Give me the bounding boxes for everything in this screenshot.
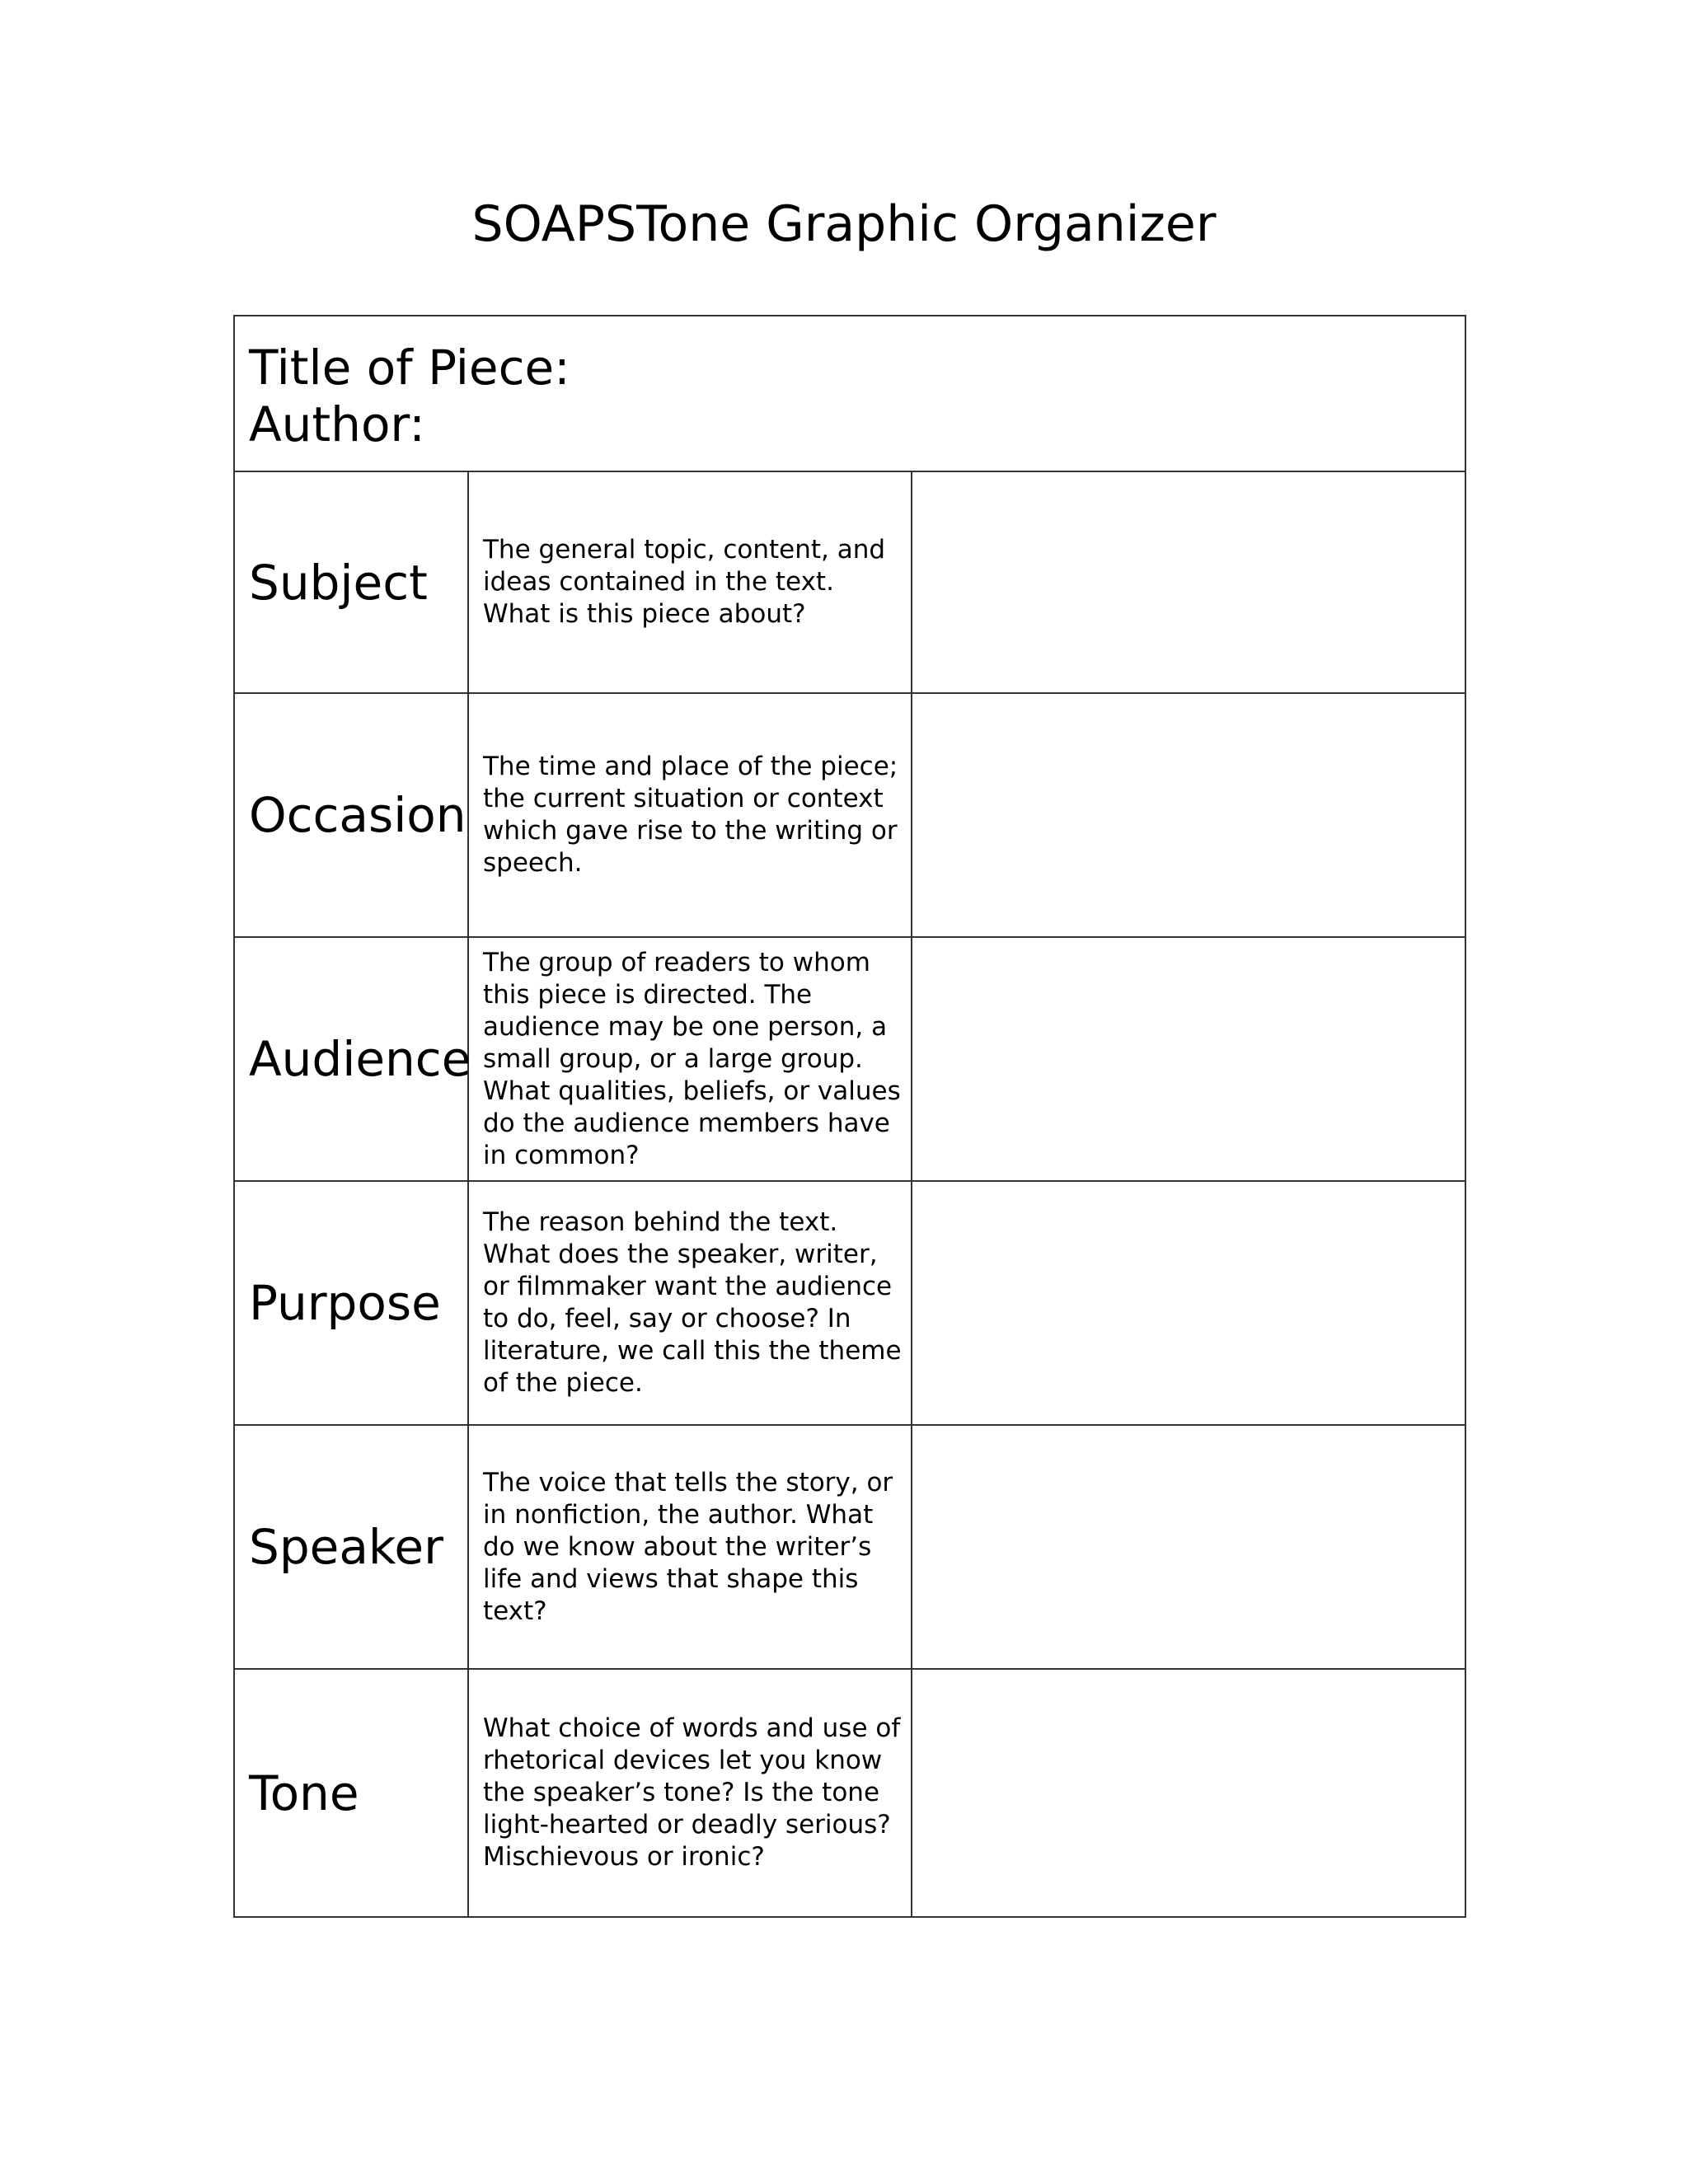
description-cell <box>469 694 912 936</box>
author-label: Author: <box>249 396 425 452</box>
row-description: What choice of words and use of rhetorical devices let you know the speaker’s tone? Is the tone light-hearted or deadly serious? Mischievous or ironic? <box>483 1713 901 1872</box>
label-cell <box>235 1670 469 1916</box>
row-label: Tone <box>249 1765 359 1821</box>
label-cell <box>235 472 469 692</box>
answer-cell-speaker[interactable] <box>912 1426 1465 1668</box>
row-label: Purpose <box>249 1275 441 1331</box>
row-description: The time and place of the piece; the current situation or context which gave rise to the writing or speech. <box>483 752 898 878</box>
title-of-piece-label: Title of Piece: <box>249 340 570 396</box>
answer-cell-audience[interactable] <box>912 938 1465 1180</box>
row-description: The group of readers to whom this piece is directed. The audience may be one person, a small group, or a large group. What qualities, beliefs, or values do the audience members have in common? <box>483 947 901 1170</box>
row-label: Subject <box>249 554 428 611</box>
row-purpose <box>235 1182 1465 1426</box>
answer-cell-tone[interactable] <box>912 1670 1465 1916</box>
row-tone <box>235 1670 1465 1916</box>
answer-cell-subject[interactable] <box>912 472 1465 692</box>
row-occasion <box>235 694 1465 938</box>
answer-cell-occasion[interactable] <box>912 694 1465 936</box>
label-cell <box>235 1426 469 1668</box>
row-subject <box>235 472 1465 694</box>
row-speaker <box>235 1426 1465 1670</box>
soapstone-table <box>233 315 1466 1918</box>
description-cell <box>469 1182 912 1424</box>
row-label: Occasion <box>249 787 467 843</box>
row-description: The general topic, content, and ideas contained in the text. What is this piece about? <box>483 535 886 629</box>
description-cell <box>469 472 912 692</box>
page-title: SOAPSTone Graphic Organizer <box>471 195 1217 253</box>
description-cell <box>469 1670 912 1916</box>
label-cell <box>235 938 469 1180</box>
answer-cell-purpose[interactable] <box>912 1182 1465 1424</box>
row-description: The voice that tells the story, or in nonfiction, the author. What do we know about the writer’s life and views that shape this text? <box>483 1467 893 1626</box>
label-cell <box>235 1182 469 1424</box>
description-cell <box>469 1426 912 1668</box>
description-cell <box>469 938 912 1180</box>
row-label: Speaker <box>249 1519 443 1575</box>
label-cell <box>235 694 469 936</box>
row-label: Audience <box>249 1031 471 1087</box>
row-audience <box>235 938 1465 1182</box>
header-cell[interactable] <box>235 316 1465 472</box>
row-description: The reason behind the text. What does the speaker, writer, or filmmaker want the audience to do, feel, say or choose? In literature, we call this the theme of the piece. <box>483 1207 902 1398</box>
